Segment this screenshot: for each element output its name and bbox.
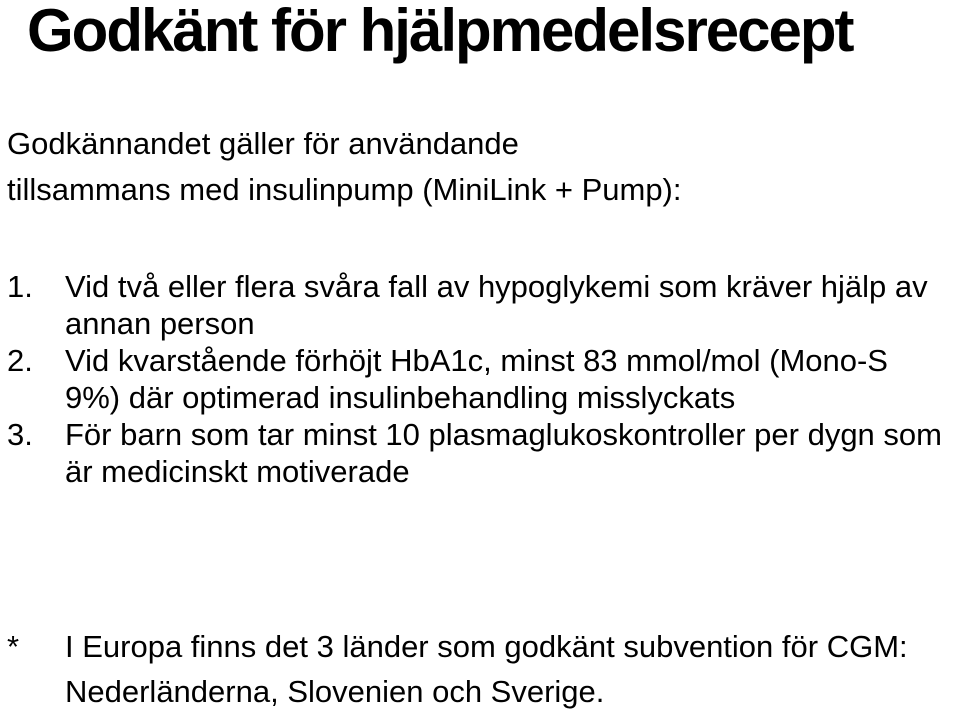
intro-line-2: tillsammans med insulinpump (MiniLink + Pump): — [7, 172, 682, 207]
criteria-item-3 — [7, 416, 945, 490]
footnote — [7, 624, 960, 714]
criteria-list — [7, 268, 945, 490]
item-number: 3. — [7, 417, 33, 452]
item-text: Vid två eller flera svåra fall av hypoglykemi som kräver hjälp av annan person — [65, 269, 928, 341]
footnote-text: I Europa finns det 3 länder som godkänt subvention för CGM: Nederländerna, Slovenien och Sverige. — [65, 629, 908, 709]
item-number: 1. — [7, 269, 33, 304]
intro-text — [7, 121, 682, 213]
footnote-marker: * — [7, 629, 20, 664]
intro-line-1: Godkännandet gäller för användande — [7, 126, 519, 161]
item-number: 2. — [7, 343, 33, 378]
slide-title: Godkänt för hjälpmedelsrecept — [27, 0, 853, 64]
item-text: För barn som tar minst 10 plasmaglukoskontroller per dygn som är medicinskt motiverade — [65, 417, 942, 489]
criteria-item-2 — [7, 342, 945, 416]
item-text: Vid kvarstående förhöjt HbA1c, minst 83 mmol/mol (Mono-S 9%) där optimerad insulinbehandling misslyckats — [65, 343, 888, 415]
criteria-item-1 — [7, 268, 945, 342]
